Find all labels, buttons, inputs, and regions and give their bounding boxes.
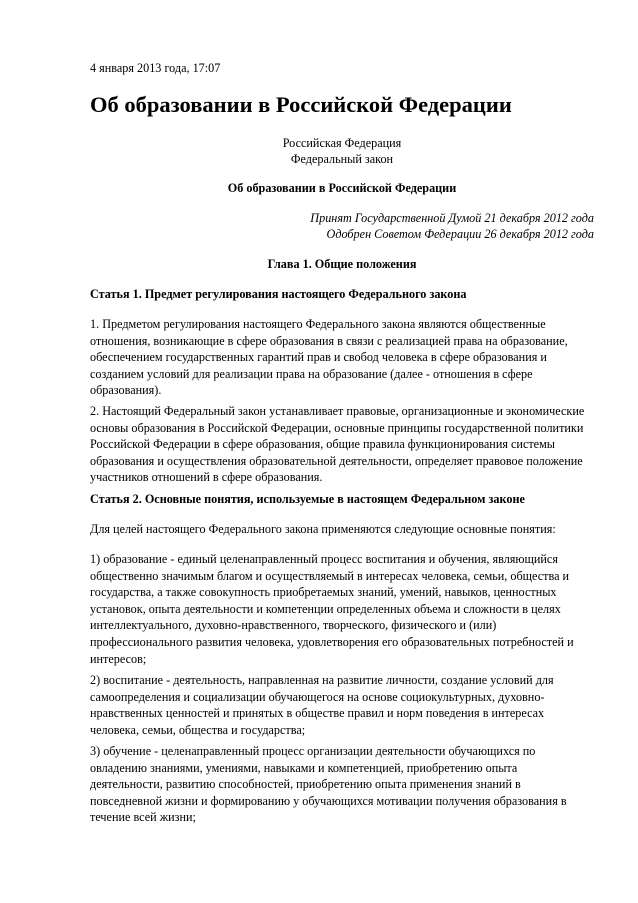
page-title: Об образовании в Российской Федерации — [90, 92, 512, 117]
article2-intro: Для целей настоящего Федерального закона применяются следующие основные понятия: — [90, 522, 556, 536]
header-type: Федеральный закон — [290, 152, 394, 166]
article1-paragraph2: 2. Настоящий Федеральный закон устанавливает правовые, организационные и экономические основы образования в Российской Федерации, основные принципы государственной политики Российской Федерации в сфере образования, общие правила функционирования системы образования и осуществления образовательной деятельности, определяет правовое положение участников отношений в сфере образования. — [90, 404, 585, 485]
definition-3: 3) обучение - целенаправленный процесс организации деятельности обучающихся по овладению знаниями, умениями, навыками и компетенцией, приобретению опыта деятельности, развитию способностей, приобретению опыта применения знаний в повседневной жизни и формированию у обучающихся мотивации получения образования в течение всей жизни; — [90, 744, 567, 825]
adopted-line: Принят Государственной Думой 21 декабря 2012 года — [310, 211, 594, 225]
definition-1: 1) образование - единый целенаправленный процесс воспитания и обучения, являющийся общественно значимым благом и осуществляемый в интересах человека, семьи, общества и государства, а также совокупность приобретаемых знаний, умений, навыков, ценностных установок, опыта деятельности и компетенции определенных объема и сложности в целях интеллектуального, духовно-нравственного, творческого, физического и (или) профессионального развития человека, удовлетворения его образовательных потребностей и интересов; — [90, 552, 574, 666]
date-line: 4 января 2013 года, 17:07 — [90, 61, 221, 75]
article1-paragraph1: 1. Предметом регулирования настоящего Федерального закона являются общественные отношения, возникающие в сфере образования в связи с реализацией права на образование, обеспечением государственных гарантий прав и свобод человека в сфере образования и созданием условий для реализации права на образование (далее - отношения в сфере образования). — [90, 317, 568, 398]
law-title: Об образовании в Российской Федерации — [227, 181, 457, 195]
approved-line: Одобрен Советом Федерации 26 декабря 2012 года — [326, 227, 594, 241]
definition-2: 2) воспитание - деятельность, направленная на развитие личности, создание условий для самоопределения и социализации обучающегося на основе социокультурных, духовно-нравственных ценностей и принятых в обществе правил и норм поведения в интересах человека, семьи, общества и государства; — [90, 673, 554, 737]
header-country: Российская Федерация — [282, 136, 402, 150]
article1-heading: Статья 1. Предмет регулирования настоящего Федерального закона — [90, 287, 467, 301]
chapter-heading: Глава 1. Общие положения — [267, 257, 417, 271]
article2-heading: Статья 2. Основные понятия, используемые в настоящем Федеральном законе — [90, 492, 525, 506]
